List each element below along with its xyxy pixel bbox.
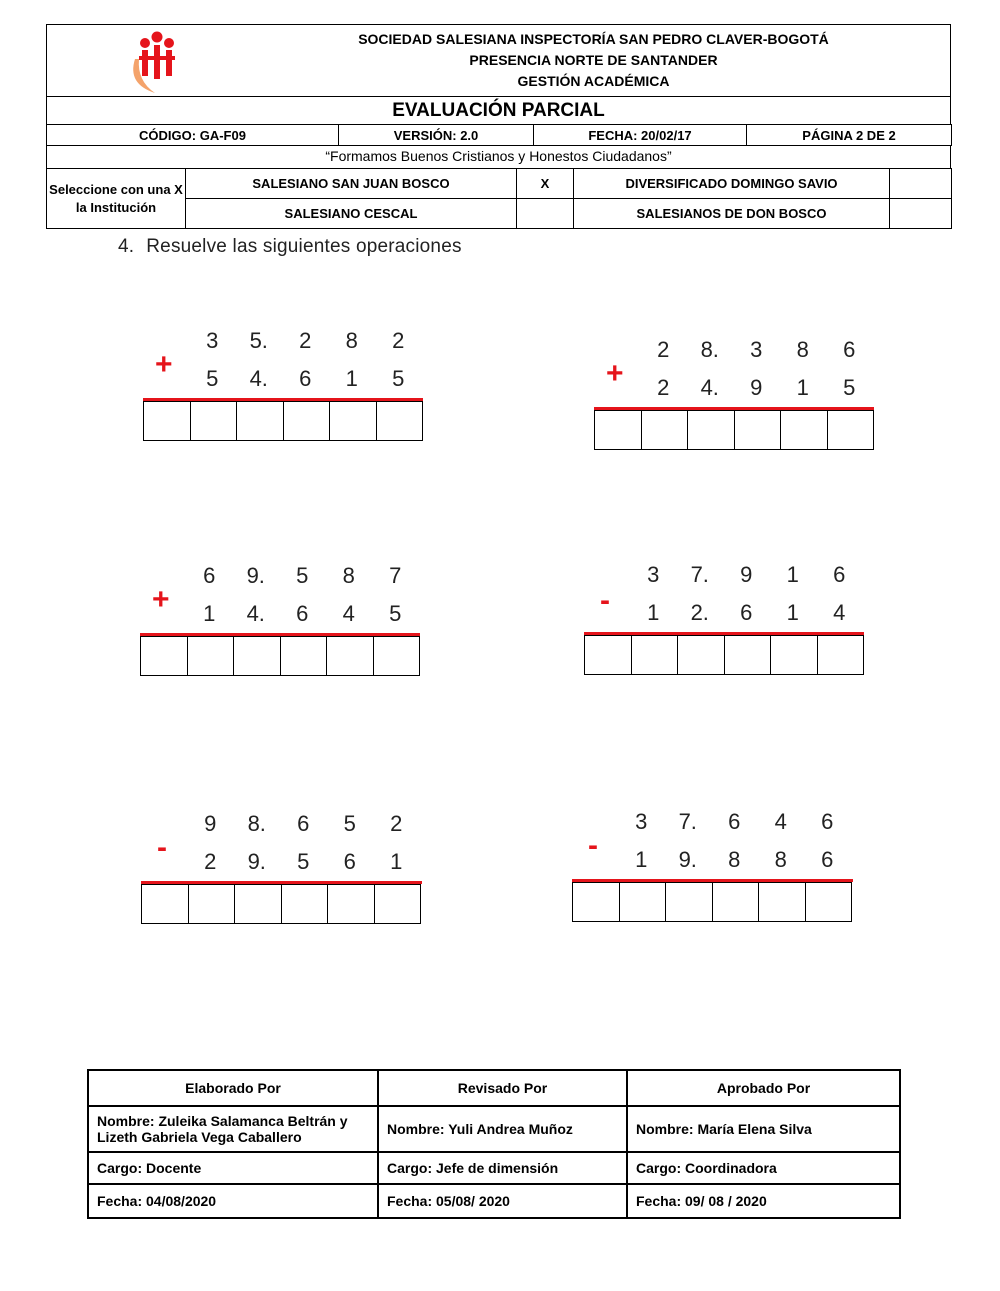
digit: 9.: [247, 849, 266, 874]
operation-1: [143, 328, 433, 448]
top-number: [630, 562, 863, 588]
answer-box[interactable]: [144, 401, 191, 441]
operation-6: [572, 809, 862, 929]
organization-name: [237, 29, 950, 92]
answer-box[interactable]: [573, 882, 620, 922]
digit: 5: [392, 366, 405, 391]
top-number: [640, 337, 873, 363]
motto: “Formamos Buenos Cristianos y Honestos Ciudadanos”: [46, 145, 951, 169]
date-cell: FECHA: 20/02/17: [534, 125, 747, 146]
bottom-number: [189, 366, 422, 392]
minus-sign: -: [588, 829, 598, 862]
fecha-aprobado: Fecha: 09/ 08 / 2020: [627, 1184, 900, 1218]
digit: 8: [728, 847, 741, 872]
digit: 6: [740, 600, 753, 625]
cargo-elaborado: Cargo: Docente: [88, 1152, 378, 1184]
digit: 8: [796, 337, 809, 362]
instruction: [118, 236, 462, 258]
answer-boxes: [141, 884, 421, 924]
top-number: [189, 328, 422, 354]
digit: 2: [657, 337, 670, 362]
answer-box[interactable]: [281, 636, 328, 676]
org-line-3: GESTIÓN ACADÉMICA: [517, 73, 670, 89]
digit: 3: [635, 809, 648, 834]
bottom-number: [630, 600, 863, 626]
digit: 9: [750, 375, 763, 400]
digit: 3: [647, 562, 660, 587]
answer-box[interactable]: [688, 410, 735, 450]
operation-2: [594, 337, 884, 457]
answer-box[interactable]: [375, 884, 422, 924]
answer-box[interactable]: [188, 636, 235, 676]
answer-box[interactable]: [771, 635, 818, 675]
nombre-aprobado: Nombre: María Elena Silva: [627, 1106, 900, 1152]
digit: 8: [342, 563, 355, 588]
answer-box[interactable]: [806, 882, 853, 922]
digit: 1: [647, 600, 660, 625]
digit: 5: [843, 375, 856, 400]
answer-box[interactable]: [282, 884, 329, 924]
fecha-elaborado: Fecha: 04/08/2020: [88, 1184, 378, 1218]
top-number: [186, 563, 419, 589]
fecha-revisado: Fecha: 05/08/ 2020: [378, 1184, 627, 1218]
digit: 1: [786, 562, 799, 587]
document-title: EVALUACIÓN PARCIAL: [46, 96, 951, 124]
digit: 6: [343, 849, 356, 874]
header-elaborado: Elaborado Por: [88, 1070, 378, 1106]
institution-2-mark[interactable]: [890, 169, 952, 199]
answer-box[interactable]: [725, 635, 772, 675]
code-cell: CÓDIGO: GA-F09: [47, 125, 339, 146]
digit: 7: [389, 563, 402, 588]
digit: 4: [774, 809, 787, 834]
digit: 4.: [249, 366, 268, 391]
digit: 2: [392, 328, 405, 353]
answer-boxes: [572, 882, 852, 922]
answer-box[interactable]: [330, 401, 377, 441]
institution-2: DIVERSIFICADO DOMINGO SAVIO: [574, 169, 890, 199]
answer-box[interactable]: [642, 410, 689, 450]
digit: 6: [833, 562, 846, 587]
digit: 1: [345, 366, 358, 391]
digit: 6: [297, 811, 310, 836]
answer-box[interactable]: [632, 635, 679, 675]
digit: 8: [345, 328, 358, 353]
minus-sign: -: [600, 584, 610, 617]
answer-boxes: [143, 401, 423, 441]
header-aprobado: Aprobado Por: [627, 1070, 900, 1106]
answer-box[interactable]: [142, 884, 189, 924]
top-number: [618, 809, 851, 835]
bottom-number: [187, 849, 420, 875]
top-number: [187, 811, 420, 837]
digit: 7.: [690, 562, 709, 587]
digit: 7.: [678, 809, 697, 834]
digit: 1: [786, 600, 799, 625]
digit: 5.: [249, 328, 268, 353]
digit: 1: [390, 849, 403, 874]
institution-3: SALESIANO CESCAL: [186, 199, 517, 229]
digit: 5: [343, 811, 356, 836]
operation-3: [140, 563, 430, 683]
bottom-number: [618, 847, 851, 873]
answer-box[interactable]: [735, 410, 782, 450]
digit: 5: [389, 601, 402, 626]
digit: 9.: [678, 847, 697, 872]
answer-box[interactable]: [377, 401, 424, 441]
answer-box[interactable]: [713, 882, 760, 922]
digit: 2: [204, 849, 217, 874]
answer-box[interactable]: [759, 882, 806, 922]
cargo-aprobado: Cargo: Coordinadora: [627, 1152, 900, 1184]
page-cell: PÁGINA 2 DE 2: [747, 125, 952, 146]
answer-box[interactable]: [666, 882, 713, 922]
answer-box[interactable]: [234, 636, 281, 676]
digit: 6: [203, 563, 216, 588]
answer-box[interactable]: [678, 635, 725, 675]
institution-table: [46, 168, 952, 229]
digit: 8: [774, 847, 787, 872]
answer-boxes: [140, 636, 420, 676]
digit: 6: [821, 847, 834, 872]
answer-box[interactable]: [141, 636, 188, 676]
digit: 5: [296, 563, 309, 588]
digit: 2: [299, 328, 312, 353]
digit: 5: [297, 849, 310, 874]
digit: 4: [342, 601, 355, 626]
approval-table: [87, 1069, 901, 1219]
document-header: [46, 24, 951, 97]
answer-box[interactable]: [620, 882, 667, 922]
nombre-elaborado: Nombre: Zuleika Salamanca Beltrán y Lizeth Gabriela Vega Caballero: [88, 1106, 378, 1152]
answer-box[interactable]: [595, 410, 642, 450]
digit: 8.: [247, 811, 266, 836]
digit: 1: [635, 847, 648, 872]
digit: 9: [740, 562, 753, 587]
digit: 3: [750, 337, 763, 362]
answer-box[interactable]: [828, 410, 875, 450]
digit: 4: [833, 600, 846, 625]
digit: 6: [821, 809, 834, 834]
institution-1: SALESIANO SAN JUAN BOSCO: [186, 169, 517, 199]
institution-3-mark[interactable]: [517, 199, 574, 229]
digit: 9: [204, 811, 217, 836]
header-revisado: Revisado Por: [378, 1070, 627, 1106]
version-cell: VERSIÓN: 2.0: [339, 125, 534, 146]
digit: 2: [657, 375, 670, 400]
nombre-revisado: Nombre: Yuli Andrea Muñoz: [378, 1106, 627, 1152]
answer-box[interactable]: [328, 884, 375, 924]
cargo-revisado: Cargo: Jefe de dimensión: [378, 1152, 627, 1184]
minus-sign: -: [157, 831, 167, 864]
instruction-text: Resuelve las siguientes operaciones: [146, 236, 462, 257]
answer-boxes: [594, 410, 874, 450]
institution-4: SALESIANOS DE DON BOSCO: [574, 199, 890, 229]
digit: 6: [296, 601, 309, 626]
bottom-number: [186, 601, 419, 627]
answer-box[interactable]: [189, 884, 236, 924]
answer-box[interactable]: [327, 636, 374, 676]
org-line-2: PRESENCIA NORTE DE SANTANDER: [469, 52, 718, 68]
plus-sign: +: [152, 583, 170, 616]
operation-5: [141, 811, 431, 931]
answer-box[interactable]: [818, 635, 865, 675]
answer-boxes: [584, 635, 864, 675]
digit: 4.: [246, 601, 265, 626]
answer-box[interactable]: [235, 884, 282, 924]
salesian-logo-icon: [125, 29, 189, 95]
institution-1-mark[interactable]: X: [517, 169, 574, 199]
digit: 5: [206, 366, 219, 391]
answer-box[interactable]: [781, 410, 828, 450]
institution-4-mark[interactable]: [890, 199, 952, 229]
digit: 9.: [246, 563, 265, 588]
plus-sign: +: [606, 357, 624, 390]
plus-sign: +: [155, 348, 173, 381]
answer-box[interactable]: [237, 401, 284, 441]
digit: 2: [390, 811, 403, 836]
digit: 1: [203, 601, 216, 626]
digit: 8.: [700, 337, 719, 362]
digit: 2.: [690, 600, 709, 625]
digit: 4.: [700, 375, 719, 400]
answer-box[interactable]: [191, 401, 238, 441]
digit: 6: [728, 809, 741, 834]
org-line-1: SOCIEDAD SALESIANA INSPECTORÍA SAN PEDRO CLAVER-BOGOTÁ: [358, 31, 829, 47]
answer-box[interactable]: [284, 401, 331, 441]
document-meta-table: [46, 124, 952, 146]
answer-box[interactable]: [585, 635, 632, 675]
bottom-number: [640, 375, 873, 401]
digit: 1: [796, 375, 809, 400]
digit: 3: [206, 328, 219, 353]
instruction-number: 4.: [118, 236, 135, 257]
digit: 6: [299, 366, 312, 391]
operation-4: [584, 562, 874, 682]
select-institution-label: Seleccione con una X la Institución: [47, 169, 186, 229]
answer-box[interactable]: [374, 636, 421, 676]
digit: 6: [843, 337, 856, 362]
